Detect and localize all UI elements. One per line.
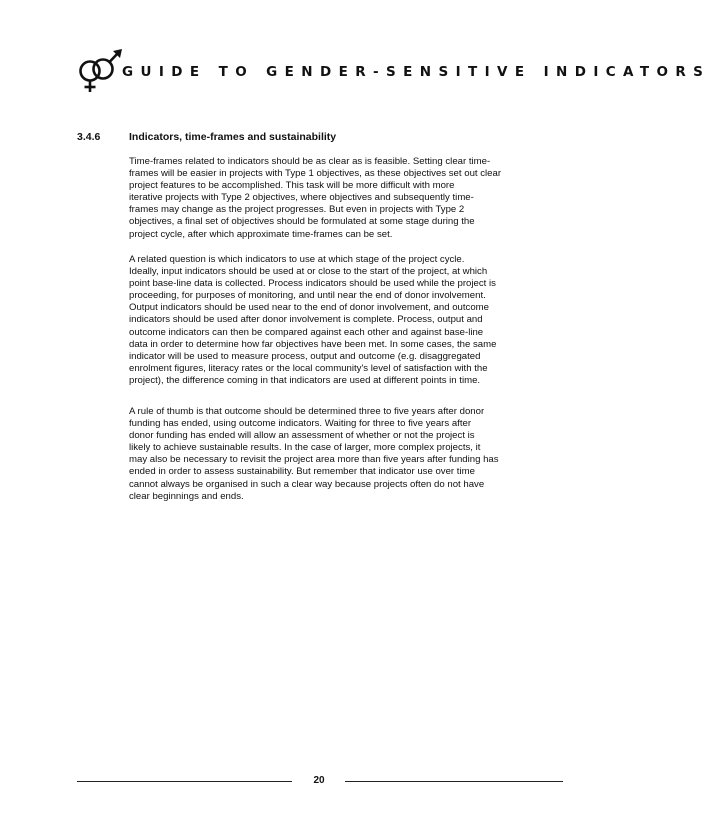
footer-rule-left <box>77 781 292 782</box>
text-line: clear beginnings and ends. <box>129 490 244 502</box>
text-line: funding has ended, using outcome indicators. Waiting for three to five years after <box>129 418 472 430</box>
section-title: Indicators, time-frames and sustainability <box>129 131 337 143</box>
text-line: enrolment figures, literacy rates or the local community's level of satisfaction with the <box>129 362 488 374</box>
text-line: A rule of thumb is that outcome should be determined three to five years after donor <box>129 406 485 417</box>
text-line: iterative projects with Type 2 objectives, where objectives and subsequently time- <box>129 192 474 204</box>
text-line: point base-line data is collected. Process indicators should be used while the project is <box>129 278 496 290</box>
text-line: outcome indicators can then be compared against each other and against base-line <box>129 326 484 338</box>
page-footer <box>77 775 563 789</box>
page-number: 20 <box>313 775 325 786</box>
footer-rule-right <box>345 781 563 782</box>
text-line: indicator will be used to measure process, output and outcome (e.g. disaggregated <box>129 350 481 362</box>
text-line: Output indicators should be used near to the end of donor involvement, and outcome <box>129 302 489 314</box>
text-line: frames will be easier in projects with Type 1 objectives, as these objectives set out clear <box>129 168 502 180</box>
paragraph <box>129 406 569 503</box>
paragraph-indicator-stages <box>129 254 569 396</box>
text-line: frames may change as the project progresses. But even in projects with Type 2 <box>129 204 465 216</box>
text-line: may also be necessary to revisit the project area more than five years after funding has <box>129 454 499 466</box>
text-line: indicators should be used after donor involvement is complete. Process, output and <box>129 314 483 326</box>
text-line: objectives, a final set of objectives should be formulated at some stage during the <box>129 216 475 228</box>
text-line: proceeding, for purposes of monitoring, and until near the end of donor involvement. <box>129 290 486 302</box>
text-line: Ideally, input indicators should be used at or close to the start of the project, at which <box>129 266 488 278</box>
paragraph-rule-of-thumb <box>129 406 569 512</box>
running-header-title: GUIDE TO GENDER-SENSITIVE INDICATORS <box>122 64 710 80</box>
section-number: 3.4.6 <box>77 131 101 143</box>
page-header <box>78 44 710 94</box>
text-line: likely to achieve sustainable results. In the case of larger, more complex projects, it <box>129 442 481 454</box>
text-line: project), the difference coming in that indicators are used at different points in time. <box>129 374 481 386</box>
paragraph <box>129 254 569 387</box>
text-line: donor funding has ended will allow an assessment of whether or not the project is <box>129 430 475 442</box>
paragraph-time-frames <box>129 156 569 250</box>
text-line: ended in order to assess sustainability. But remember that indicator use over time <box>129 466 475 478</box>
text-line: Time-frames related to indicators should be as clear as is feasible. Setting clear time- <box>129 156 491 167</box>
text-line: A related question is which indicators to use at which stage of the project cycle. <box>129 254 465 265</box>
text-line: cannot always be organised in such a clear way because projects often do not have <box>129 478 485 490</box>
paragraph <box>129 156 569 241</box>
text-line: data in order to determine how far objectives have been met. In some cases, the same <box>129 338 497 350</box>
text-line: project features to be accomplished. This task will be more difficult with more <box>129 180 455 192</box>
text-line: project cycle, after which approximate time-frames can be set. <box>129 228 393 240</box>
